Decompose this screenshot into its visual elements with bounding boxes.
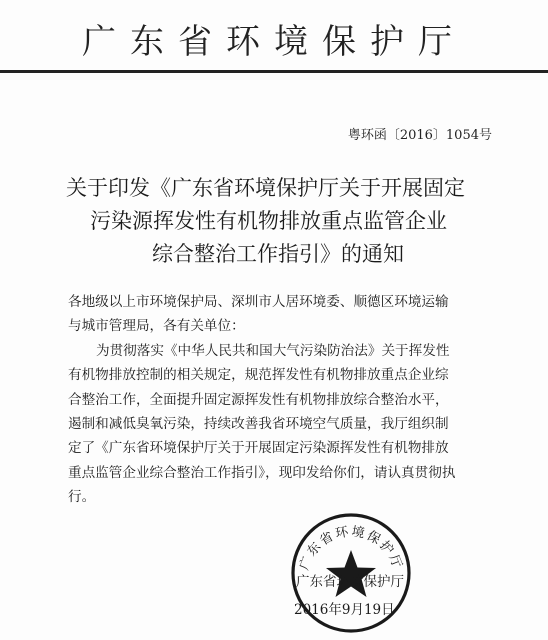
agency-header-title: 广东省环境保护厅 <box>82 22 466 62</box>
body-line: 重点监管企业综合整治工作指引》，现印发给你们，请认真贯彻执 <box>68 464 456 481</box>
issue-date: 2016年9月19日 <box>294 602 395 618</box>
addressee-line: 各地级以上市环境保护局、深圳市人居环境委、顺德区环境运输 <box>68 294 449 310</box>
title-line: 关于印发《广东省环境保护厅关于开展固定 <box>66 176 465 200</box>
body-line: 遏制和减低臭氧污染，持续改善我省环境空气质量，我厅组织制 <box>68 416 449 433</box>
body-line: 为贯彻落实《中华人民共和国大气污染防治法》关于挥发性 <box>96 342 450 359</box>
title-line: 污染源挥发性有机物排放重点监管企业 <box>90 209 447 233</box>
document-title <box>60 172 500 271</box>
body-line: 合整治工作，全面提升固定源挥发性有机物排放综合整治水平， <box>68 391 449 408</box>
document-body <box>68 290 488 510</box>
body-line: 有机物排放控制的相关规定，规范挥发性有机物排放重点企业综 <box>68 367 449 384</box>
body-line: 行。 <box>68 489 96 506</box>
header-divider <box>0 70 548 73</box>
svg-text:广东省环境保护厅: 广东省环境保护厅 <box>297 524 405 573</box>
issuer-signature: 广东省环境保护厅 <box>296 574 404 590</box>
body-line: 定了《广东省环境保护厅关于开展固定污染源挥发性有机物排放 <box>68 440 449 457</box>
document-number: 粤环函〔2016〕1054号 <box>347 128 492 143</box>
addressee-line: 与城市管理局，各有关单位： <box>68 318 245 335</box>
title-line: 综合整治工作指引》的通知 <box>152 242 404 266</box>
